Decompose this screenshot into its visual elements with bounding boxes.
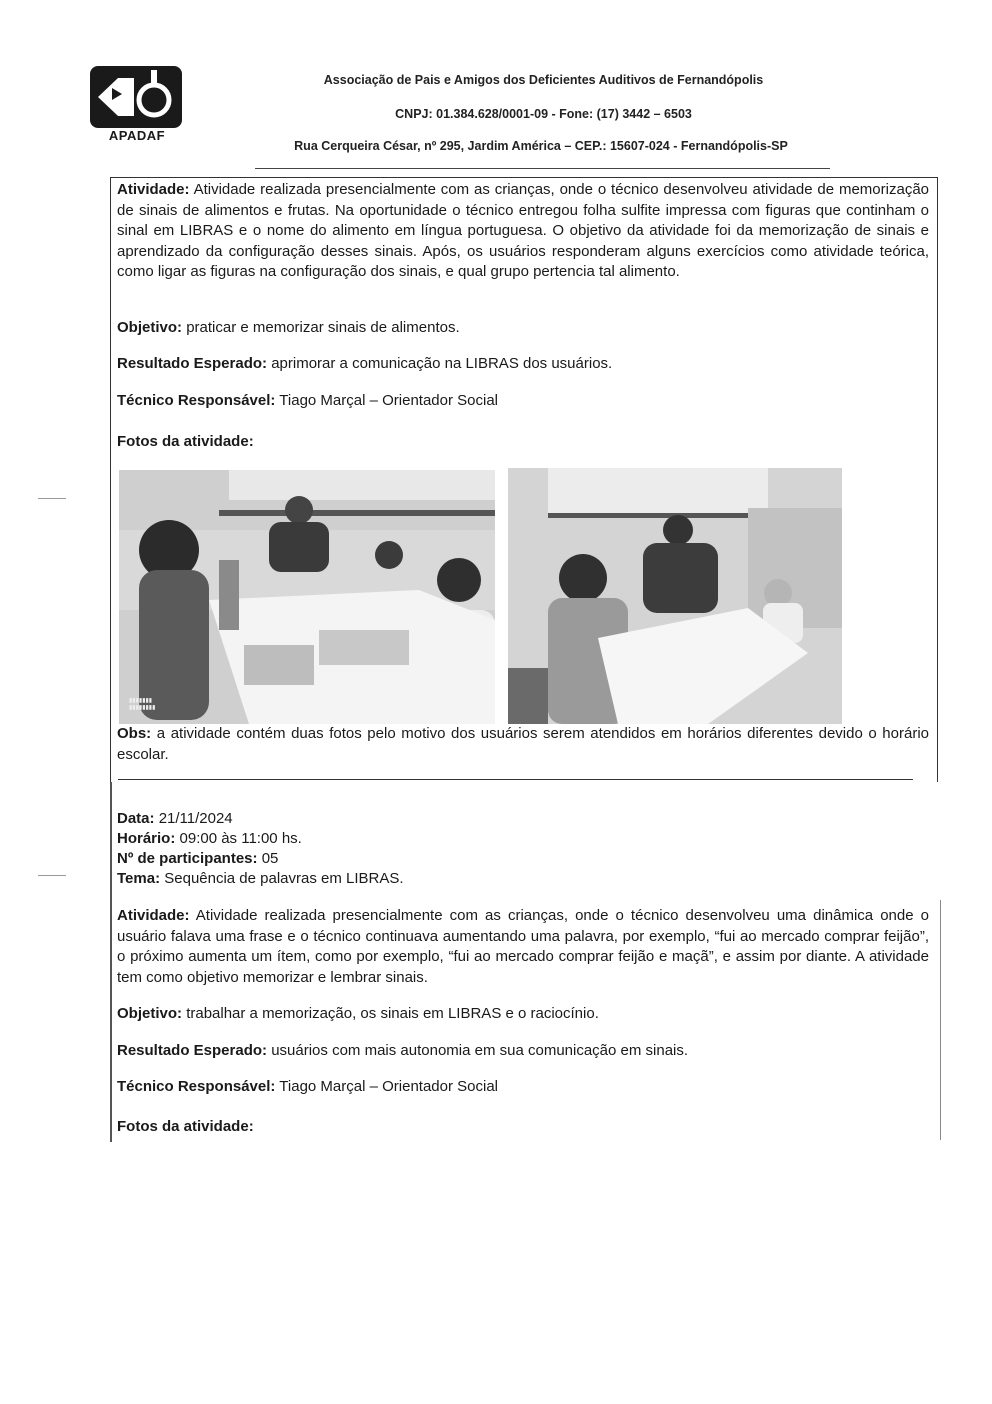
resultado2-label: Resultado Esperado: — [117, 1042, 268, 1059]
section-divider — [118, 779, 913, 780]
fotos2-line — [117, 1117, 254, 1137]
frame-right-border — [940, 900, 941, 1140]
horario-value: 09:00 às 11:00 hs. — [179, 830, 302, 847]
tecnico-label: Técnico Responsável: — [117, 392, 276, 409]
tecnico-text: Tiago Marçal – Orientador Social — [279, 392, 499, 409]
org-name: Associação de Pais e Amigos dos Deficientes Auditivos de Fernandópolis — [323, 73, 764, 87]
margin-mark — [38, 875, 66, 876]
org-abbreviation: APADAF — [108, 128, 166, 143]
objetivo-text: praticar e memorizar sinais de alimentos. — [186, 319, 460, 336]
frame-left-border — [110, 782, 112, 1142]
tecnico2-text: Tiago Marçal – Orientador Social — [279, 1078, 499, 1095]
atividade-text: Atividade realizada presencialmente com as crianças, onde o técnico desenvolveu atividade de memorização de sinais de alimentos e frutas. Na oportunidade o técnico entregou folha sulfite impressa com figuras que continham o sinal em LIBRAS e o nome do alimento em língua portuguesa. O objetivo da atividade foi da memorização de sinais e aprendizado da configuração desses sinais. Após, os usuários responderam alguns exercícios como atividade teórica, como ligar as figuras na configuração dos sinais, e qual grupo pertencia tal alimento. — [117, 181, 930, 280]
data-value: 21/11/2024 — [158, 810, 233, 827]
tecnico2-label: Técnico Responsável: — [117, 1078, 276, 1095]
obs-paragraph — [117, 724, 929, 765]
cnpj-phone: CNPJ: 01.384.628/0001-09 - Fone: (17) 3442 – 6503 — [395, 107, 692, 121]
horario-line — [117, 829, 302, 849]
atividade-paragraph — [117, 180, 929, 283]
atividade2-text: Atividade realizada presencialmente com as crianças, onde o técnico desenvolveu uma dinâmica onde o usuário falava uma frase e o técnico continuava aumentando uma palavra, por exemplo, “fui ao mercado comprar feijão”, o próximo aumenta um ítem, como por exemplo, “fui ao mercado comprar feijão e maçã”, e assim por diante. A atividade tem como objetivo memorizar e lembrar sinais. — [117, 907, 929, 986]
horario-label: Horário: — [117, 830, 176, 847]
resultado-text: aprimorar a comunicação na LIBRAS dos usuários. — [271, 355, 613, 372]
obs-label: Obs: — [117, 725, 152, 742]
margin-mark — [38, 498, 66, 499]
objetivo-line — [117, 318, 460, 338]
activity-photo-2 — [508, 468, 842, 724]
data-line — [117, 809, 233, 829]
participantes-value: 05 — [261, 850, 279, 867]
photo-stamp: ▮▮▮▮▮▮▮ ▮▮▮▮▮▮▮▮ — [129, 698, 156, 711]
tecnico-line — [117, 391, 498, 411]
fotos-line — [117, 432, 254, 452]
participantes-label: Nº de participantes: — [117, 850, 258, 867]
resultado2-text: usuários com mais autonomia em sua comunicação em sinais. — [271, 1042, 689, 1059]
objetivo-label: Objetivo: — [117, 319, 183, 336]
atividade2-paragraph — [117, 906, 929, 988]
tecnico2-line — [117, 1077, 498, 1097]
obs-text: a atividade contém duas fotos pelo motivo dos usuários serem atendidos em horários diferentes devido o horário escolar. — [117, 725, 930, 763]
fotos2-label: Fotos da atividade: — [117, 1118, 254, 1135]
objetivo2-line — [117, 1004, 599, 1024]
atividade-label: Atividade: — [117, 181, 190, 198]
activity-photo-1 — [119, 470, 495, 724]
header-rule — [255, 168, 830, 169]
atividade2-label: Atividade: — [117, 907, 190, 924]
data-label: Data: — [117, 810, 155, 827]
tema-label: Tema: — [117, 870, 161, 887]
objetivo2-text: trabalhar a memorização, os sinais em LIBRAS e o raciocínio. — [186, 1005, 599, 1022]
resultado-line — [117, 354, 612, 374]
address: Rua Cerqueira César, nº 295, Jardim América – CEP.: 15607-024 - Fernandópolis-SP — [294, 139, 788, 153]
tema-value: Sequência de palavras em LIBRAS. — [164, 870, 404, 887]
tema-line — [117, 869, 404, 889]
resultado2-line — [117, 1041, 688, 1061]
participantes-line — [117, 849, 278, 869]
resultado-label: Resultado Esperado: — [117, 355, 268, 372]
objetivo2-label: Objetivo: — [117, 1005, 183, 1022]
fotos-label: Fotos da atividade: — [117, 433, 254, 450]
